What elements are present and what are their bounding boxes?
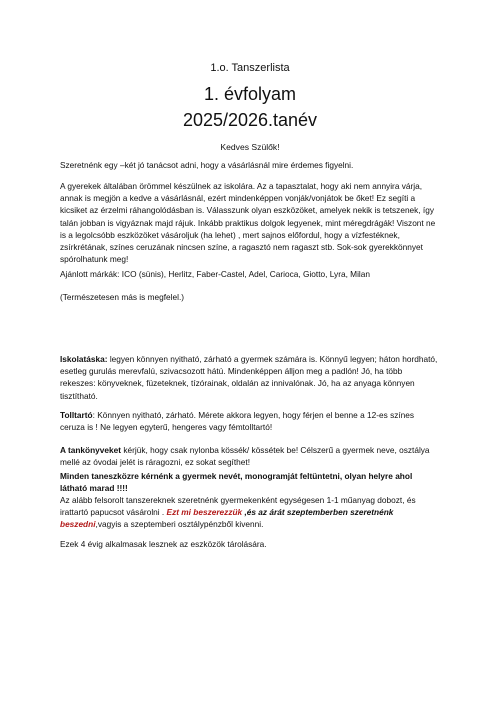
- grade-heading: 1. évfolyam: [203, 84, 297, 104]
- pencilcase-text: : Könnyen nyitható, zárható. Mérete akkora legyen, hogy férjen el benne a 12-es színes ceruza is ! Ne legyen egyterű, hengeres vagy fémtolltartó!: [60, 410, 415, 433]
- storage-box-text-a: Az alább felsorolt tanszereknek szeretnénk gyermekenként egységesen 1-1 műanyag dobozt, és irattartó papucsot vásárolni .: [60, 495, 416, 518]
- schoolbag-label: Iskolatáska:: [60, 354, 108, 364]
- storage-box-emphasis-mid: ,és az árát szeptemberben szeretnénk: [244, 507, 394, 518]
- advice-paragraph: A gyerekek általában örömmel készülnek az iskolára. Az a tapasztalat, hogy aki nem annyira várja, annak is megjön a kedve a vásárlásnál, ezért mindenképpen vonják/vonjátok be őket! Ez segíti a kicsiket az érzelmi ráhangolódásban is. Válasszunk olyan eszközöket, amelyek nekik is tetszenek, így talán jobban is vigyáznak majd rájuk. Inkább praktikus dolgok legyenek, mint méregdrágák! Viszont ne is a legolcsóbb eszközöket vásároljuk (ha lehet) , mert sajnos előfordul, hogy a vízfestéknek, zsírkrétának, színes ceruzának nincsen színe, a ragasztó nem ragaszt stb. Sok-sok gyerekkönnyet spórolhatunk meg!: [60, 181, 436, 265]
- storage-box-paragraph: [60, 494, 440, 531]
- textbooks-label: A tankönyveket: [60, 445, 122, 455]
- storage-box-emphasis-2: beszedni: [60, 519, 96, 530]
- name-labeling-notice: Minden taneszközre kérnénk a gyermek nevét, monogramját feltüntetni, olyan helyre ahol látható marad !!!!: [60, 471, 413, 494]
- storage-box-emphasis-1: Ezt mi beszerezzük: [166, 507, 245, 518]
- list-title: 1.o. Tanszerlista: [210, 62, 290, 74]
- schoolbag-paragraph: [60, 353, 440, 402]
- brands-note: (Természetesen más is megfelel.): [60, 292, 185, 302]
- pencilcase-label: Tolltartó: [60, 410, 93, 420]
- schoolbag-text: legyen könnyen nyitható, zárható a gyermek számára is. Könnyű legyen; háton hordható, esetleg gurulás merevfalú, szivacsozott hátú. Mindenképpen álljon meg a padlón! Jó, ha több rekeszes: könyveknek, füzeteknek, tízórainak, oldalán az innivalónak. Jó, ha az anyaga könnyen tisztítható.: [60, 354, 438, 401]
- textbooks-text: kérjük, hogy csak nylonba kössék/ kössétek be! Célszerű a gyermek neve, osztálya mellé az óvodai jelét is ráragozni, ez sokat segíthet!: [60, 445, 430, 468]
- storage-box-text-end: ,vagyis a szeptemberi osztálypénzből kivenni.: [95, 519, 264, 530]
- storage-note: Ezek 4 évig alkalmasak lesznek az eszközök tárolására.: [60, 539, 267, 549]
- recommended-brands: Ajánlott márkák: ICO (sünis), Herlitz, Faber-Castel, Adel, Carioca, Giotto, Lyra, Milan: [60, 269, 371, 279]
- pencilcase-paragraph: [60, 409, 440, 433]
- textbooks-paragraph: [60, 444, 440, 468]
- school-year-heading: 2025/2026.tanév: [182, 110, 318, 130]
- intro-paragraph: Szeretnénk egy –két jó tanácsot adni, hogy a vásárlásnál mire érdemes figyelni.: [60, 160, 354, 170]
- greeting: Kedves Szülők!: [220, 142, 280, 152]
